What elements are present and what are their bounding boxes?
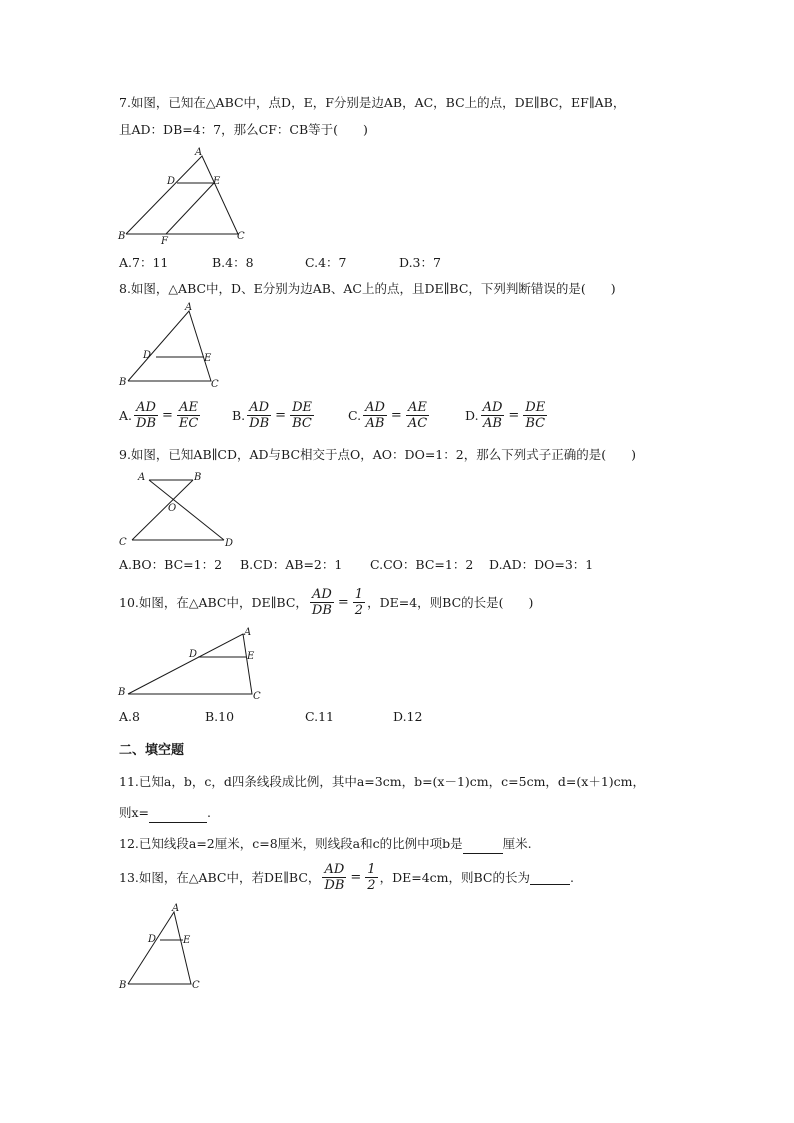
q13-answer-blank[interactable]	[530, 870, 570, 885]
q13-prefix: 13.如图，在△ABC中，若DE∥BC，	[119, 869, 321, 885]
q9-figure	[116, 470, 246, 550]
q8-option-a[interactable]	[119, 400, 202, 431]
q8-label-b: B	[119, 377, 127, 388]
q8-option-a-frac-left: $\frac{AD}{DB}$	[136, 400, 156, 431]
q13-label-d: D	[148, 934, 157, 945]
q12-text-line1	[119, 835, 532, 854]
q7-label-e: E	[213, 176, 221, 187]
q8-option-c-letter: C.	[348, 408, 362, 423]
q13-text-line1	[119, 862, 574, 893]
q13-fraction-ad-db: $\frac{AD}{DB}$	[324, 862, 345, 893]
q10-figure	[116, 624, 276, 704]
q12-suffix: 厘米.	[502, 836, 532, 851]
q10-option-c[interactable]: C.11	[305, 709, 334, 724]
q8-option-d-frac-left: $\frac{AD}{AB}$	[482, 400, 503, 431]
q8-option-c-eq: =	[390, 408, 402, 423]
q8-option-c[interactable]	[348, 400, 431, 431]
q7-label-d: D	[167, 176, 176, 187]
q8-option-d-frac-right: $\frac{DE}{BC}$	[525, 400, 546, 431]
q13-suffix: .	[570, 869, 574, 885]
q7-option-b[interactable]: B.4：8	[212, 255, 254, 270]
q7-label-c: C	[237, 231, 245, 242]
q7-label-b: B	[118, 231, 126, 242]
q9-text-line1: 9.如图，已知AB∥CD，AD与BC相交于点O，AO：DO=1：2，那么下列式子正确的是( )	[119, 447, 636, 462]
q10-label-c: C	[253, 691, 261, 702]
q7-label-f: F	[161, 236, 168, 247]
q10-prefix: 10.如图，在△ABC中，DE∥BC，	[119, 594, 308, 610]
q10-label-e: E	[247, 651, 255, 662]
q9-option-c[interactable]: C.CO：BC=1：2	[370, 557, 474, 572]
q8-option-c-frac-right: $\frac{AE}{AC}$	[407, 400, 428, 431]
q13-label-c: C	[192, 980, 200, 991]
q11-suffix: .	[207, 805, 212, 820]
q13-label-b: B	[119, 980, 127, 991]
q7-option-c[interactable]: C.4：7	[305, 255, 347, 270]
q8-option-b-frac-left: $\frac{AD}{DB}$	[249, 400, 270, 431]
q13-label-e: E	[183, 935, 191, 946]
q7-text-line2: 且AD：DB=4：7，那么CF：CB等于( )	[119, 122, 368, 137]
q10-label-a: A	[244, 627, 252, 638]
q8-option-a-eq: =	[162, 408, 173, 423]
q10-fraction-half: $\frac{1}{2}$	[354, 587, 364, 618]
q8-option-b-letter: B.	[232, 408, 246, 423]
q8-label-a: A	[185, 302, 193, 313]
q13-suffix-text: ，DE=4cm，则BC的长为	[379, 869, 530, 885]
q8-option-d-letter: D.	[465, 408, 479, 423]
q7-label-a: A	[195, 147, 203, 158]
q11-prefix: 则x=	[119, 805, 150, 820]
q9-option-a[interactable]: A.BO：BC=1：2	[119, 557, 223, 572]
q13-eq: =	[350, 869, 362, 885]
q8-option-d[interactable]	[465, 400, 549, 431]
q11-text-line1: 11.已知a，b，c，d四条线段成比例，其中a=3cm，b=(x－1)cm，c=5cm，d=(x＋1)cm，	[119, 774, 646, 789]
q10-text-line1	[119, 587, 533, 618]
q8-figure	[116, 303, 236, 393]
q8-option-a-letter: A.	[119, 408, 133, 423]
q10-fraction-ad-db: $\frac{AD}{DB}$	[311, 587, 332, 618]
q8-option-b[interactable]	[232, 400, 316, 431]
q10-option-a[interactable]: A.8	[119, 709, 140, 724]
q9-option-d[interactable]: D.AD：DO=3：1	[489, 557, 594, 572]
q9-label-o: O	[168, 503, 177, 514]
q10-suffix: ，DE=4，则BC的长是( )	[367, 594, 534, 610]
q7-option-a[interactable]: A.7：11	[119, 255, 169, 270]
q10-option-b[interactable]: B.10	[205, 709, 235, 724]
q8-label-c: C	[211, 379, 219, 390]
q10-label-d: D	[189, 649, 198, 660]
q8-label-e: E	[204, 353, 212, 364]
q9-option-b[interactable]: B.CD：AB=2：1	[240, 557, 343, 572]
q10-option-d[interactable]: D.12	[393, 709, 423, 724]
q8-label-d: D	[143, 350, 152, 361]
q7-option-d[interactable]: D.3：7	[399, 255, 441, 270]
q9-label-a: A	[138, 472, 146, 483]
q9-label-d: D	[225, 538, 234, 549]
q12-answer-blank[interactable]	[463, 835, 503, 854]
q8-option-a-frac-right: $\frac{AE}{EC}$	[178, 400, 199, 431]
q8-option-d-eq: =	[508, 408, 520, 423]
q9-label-b: B	[194, 472, 202, 483]
q7-figure	[116, 146, 256, 246]
q8-option-b-eq: =	[275, 408, 287, 423]
q13-label-a: A	[172, 903, 180, 914]
q11-text-line2	[119, 804, 211, 823]
q8-text-line1: 8.如图，△ABC中，D、E分别为边AB、AC上的点，且DE∥BC，下列判断错误的是( )	[119, 281, 616, 296]
q8-option-b-frac-right: $\frac{DE}{BC}$	[292, 400, 312, 431]
section-heading-fill-in: 二、填空题	[119, 743, 185, 758]
q10-eq: =	[337, 594, 349, 610]
q13-fraction-half: $\frac{1}{2}$	[367, 862, 376, 893]
q11-answer-blank[interactable]	[149, 804, 207, 823]
q7-text-line1: 7.如图，已知在△ABC中，点D，E，F分别是边AB，AC，BC上的点，DE∥BC，EF∥AB，	[119, 95, 626, 110]
q9-label-c: C	[119, 537, 127, 548]
q8-option-c-frac-left: $\frac{AD}{AB}$	[365, 400, 385, 431]
q10-label-b: B	[118, 687, 126, 698]
q12-prefix: 12.已知线段a=2厘米，c=8厘米，则线段a和c的比例中项b是	[119, 836, 463, 851]
q13-figure	[116, 902, 216, 992]
